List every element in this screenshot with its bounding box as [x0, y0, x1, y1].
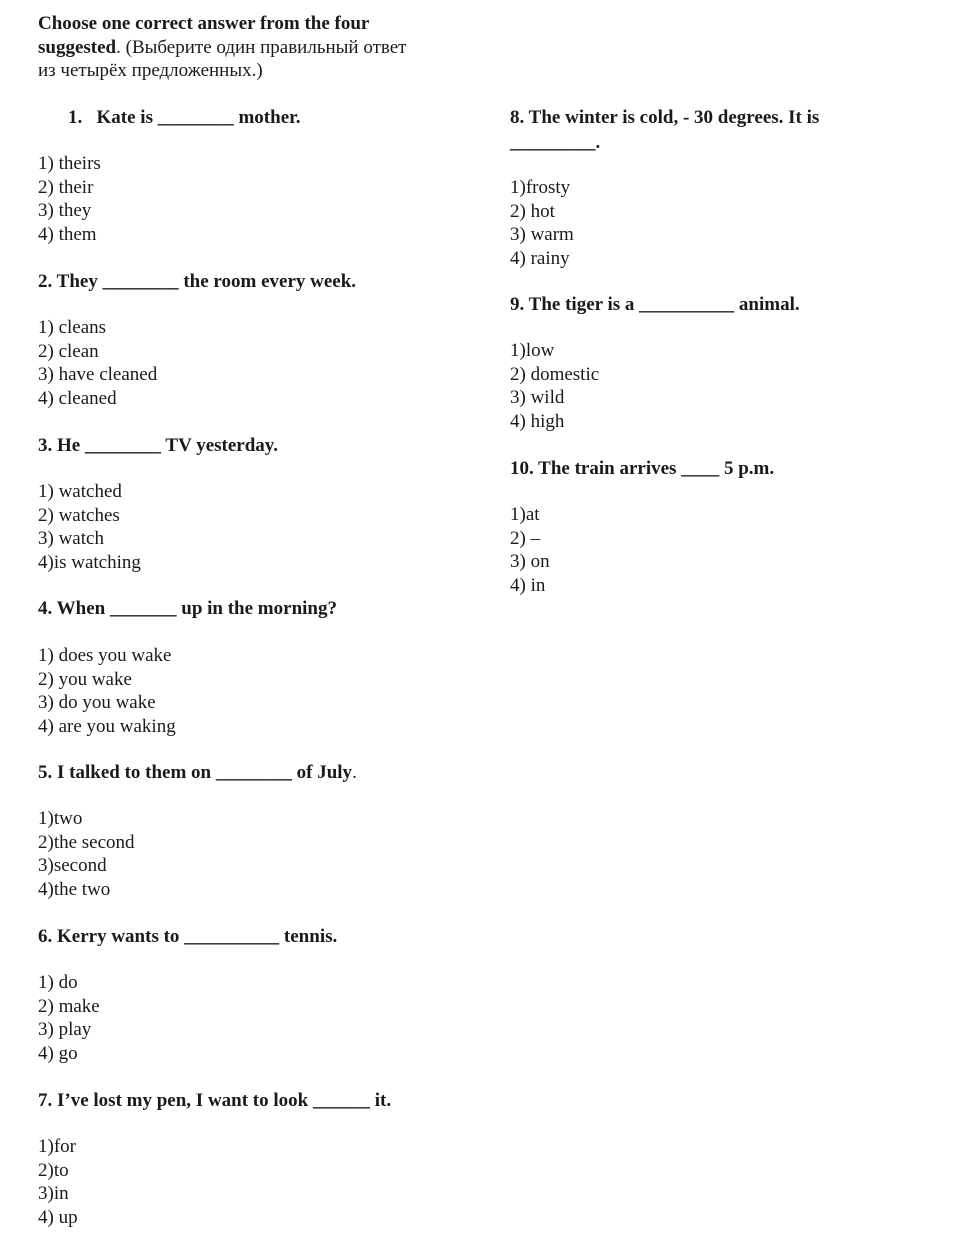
option-2: 2) watches [38, 504, 120, 526]
question-8-prompt [510, 106, 819, 129]
option-2: 2) their [38, 176, 94, 198]
question-text-before: The train arrives [538, 458, 677, 479]
question-number: 6. [38, 926, 53, 947]
option-4: 4) up [38, 1206, 78, 1228]
question-text-before: When [56, 598, 106, 619]
question-text-after: the room every week. [183, 271, 357, 292]
question-text-after: mother. [238, 107, 301, 128]
answer-blank: __________ [639, 294, 735, 315]
option-4: 4) rainy [510, 247, 570, 269]
option-3: 3) watch [38, 528, 104, 549]
question-2-options [38, 316, 157, 410]
instructions-line3: из четырёх предложенных.) [38, 60, 263, 81]
answer-blank: ________ [84, 435, 161, 456]
question-number: 9. [510, 294, 525, 315]
question-text-after: TV yesterday. [165, 435, 278, 456]
option-4: 4)is watching [38, 551, 141, 573]
question-number: 8. [510, 107, 525, 128]
option-2: 2) – [510, 527, 541, 549]
question-text-before: The tiger is a [528, 294, 635, 315]
question-number: 5. [38, 762, 53, 783]
answer-blank: _______ [110, 598, 177, 619]
question-number: 1. [68, 107, 83, 128]
option-2: 2)the second [38, 831, 135, 853]
question-4-options [38, 644, 176, 738]
question-10-prompt [510, 457, 774, 480]
question-text-after: animal. [738, 294, 800, 315]
question-number: 2. [38, 271, 53, 292]
question-text-before: I talked to them on [57, 762, 212, 783]
question-text-before: They [56, 271, 98, 292]
question-text-after: of July [296, 762, 353, 783]
question-text-before: Kate is [96, 107, 153, 128]
answer-blank: ______ [312, 1090, 370, 1111]
option-4: 4) are you waking [38, 715, 176, 737]
question-7-options [38, 1135, 78, 1229]
option-3: 3) they [38, 200, 92, 221]
question-9-options [510, 339, 599, 433]
option-3: 3)second [38, 855, 107, 876]
option-2: 2) hot [510, 200, 555, 222]
instructions-rest-line2: . (Выберите один правильный ответ [116, 36, 407, 58]
question-period: . [352, 762, 357, 783]
instructions-bold-line1: Choose one correct answer from the four [38, 13, 370, 34]
question-8-prompt-line2 [510, 131, 600, 154]
option-3: 3) do you wake [38, 692, 156, 713]
option-4: 4) cleaned [38, 387, 117, 409]
option-1: 1) watched [38, 481, 122, 502]
question-text-after: 5 p.m. [723, 458, 775, 479]
option-4: 4) them [38, 223, 97, 245]
option-1: 1)for [38, 1136, 76, 1157]
question-4-prompt [38, 597, 337, 620]
option-4: 4) high [510, 410, 565, 432]
answer-blank: _________ [510, 132, 596, 153]
option-1: 1)low [510, 340, 555, 361]
question-number: 7. [38, 1090, 53, 1111]
question-1-prompt [68, 106, 301, 129]
instructions [38, 12, 407, 83]
option-2: 2) domestic [510, 363, 600, 385]
question-5-prompt [38, 761, 357, 784]
question-5-options [38, 807, 135, 901]
option-4: 4) in [510, 574, 546, 596]
question-text-before: Kerry wants to [57, 926, 180, 947]
question-text-after: tennis. [283, 926, 338, 947]
option-3: 3) wild [510, 387, 565, 408]
option-1: 1) does you wake [38, 645, 172, 666]
option-1: 1) theirs [38, 153, 101, 174]
option-3: 3) on [510, 551, 550, 572]
question-text-before: The winter is cold, - 30 degrees. It is [528, 107, 820, 128]
option-1: 1) do [38, 972, 78, 993]
question-3-prompt [38, 434, 278, 457]
question-6-prompt [38, 925, 337, 948]
option-3: 3) have cleaned [38, 364, 158, 385]
option-1: 1)frosty [510, 177, 571, 198]
question-10-options [510, 503, 550, 597]
option-2: 2)to [38, 1159, 69, 1181]
instructions-bold-line2: suggested [38, 36, 117, 58]
option-4: 4)the two [38, 878, 111, 900]
option-1: 1)at [510, 504, 540, 525]
option-3: 3) play [38, 1019, 92, 1040]
option-1: 1)two [38, 808, 83, 829]
question-text-before: He [57, 435, 81, 456]
question-2-prompt [38, 270, 356, 293]
question-3-options [38, 480, 141, 574]
question-text-after: it. [374, 1090, 392, 1111]
option-4: 4) go [38, 1042, 78, 1064]
option-3: 3)in [38, 1183, 69, 1204]
question-number: 4. [38, 598, 53, 619]
answer-blank: ________ [157, 107, 234, 128]
question-1-options [38, 152, 101, 246]
answer-blank: __________ [184, 926, 280, 947]
question-text-after: up in the morning? [181, 598, 337, 619]
option-3: 3) warm [510, 224, 574, 245]
question-text-before: I’ve lost my pen, I want to look [57, 1090, 309, 1111]
question-8-options [510, 176, 574, 270]
question-text-after: . [595, 132, 601, 153]
question-9-prompt [510, 293, 800, 316]
answer-blank: ________ [215, 762, 292, 783]
option-2: 2) you wake [38, 668, 132, 690]
option-2: 2) make [38, 995, 100, 1017]
question-number: 10. [510, 458, 534, 479]
question-number: 3. [38, 435, 53, 456]
answer-blank: ____ [681, 458, 720, 479]
question-6-options [38, 971, 100, 1065]
option-2: 2) clean [38, 340, 99, 362]
option-1: 1) cleans [38, 317, 107, 338]
question-7-prompt [38, 1089, 391, 1112]
answer-blank: ________ [102, 271, 179, 292]
